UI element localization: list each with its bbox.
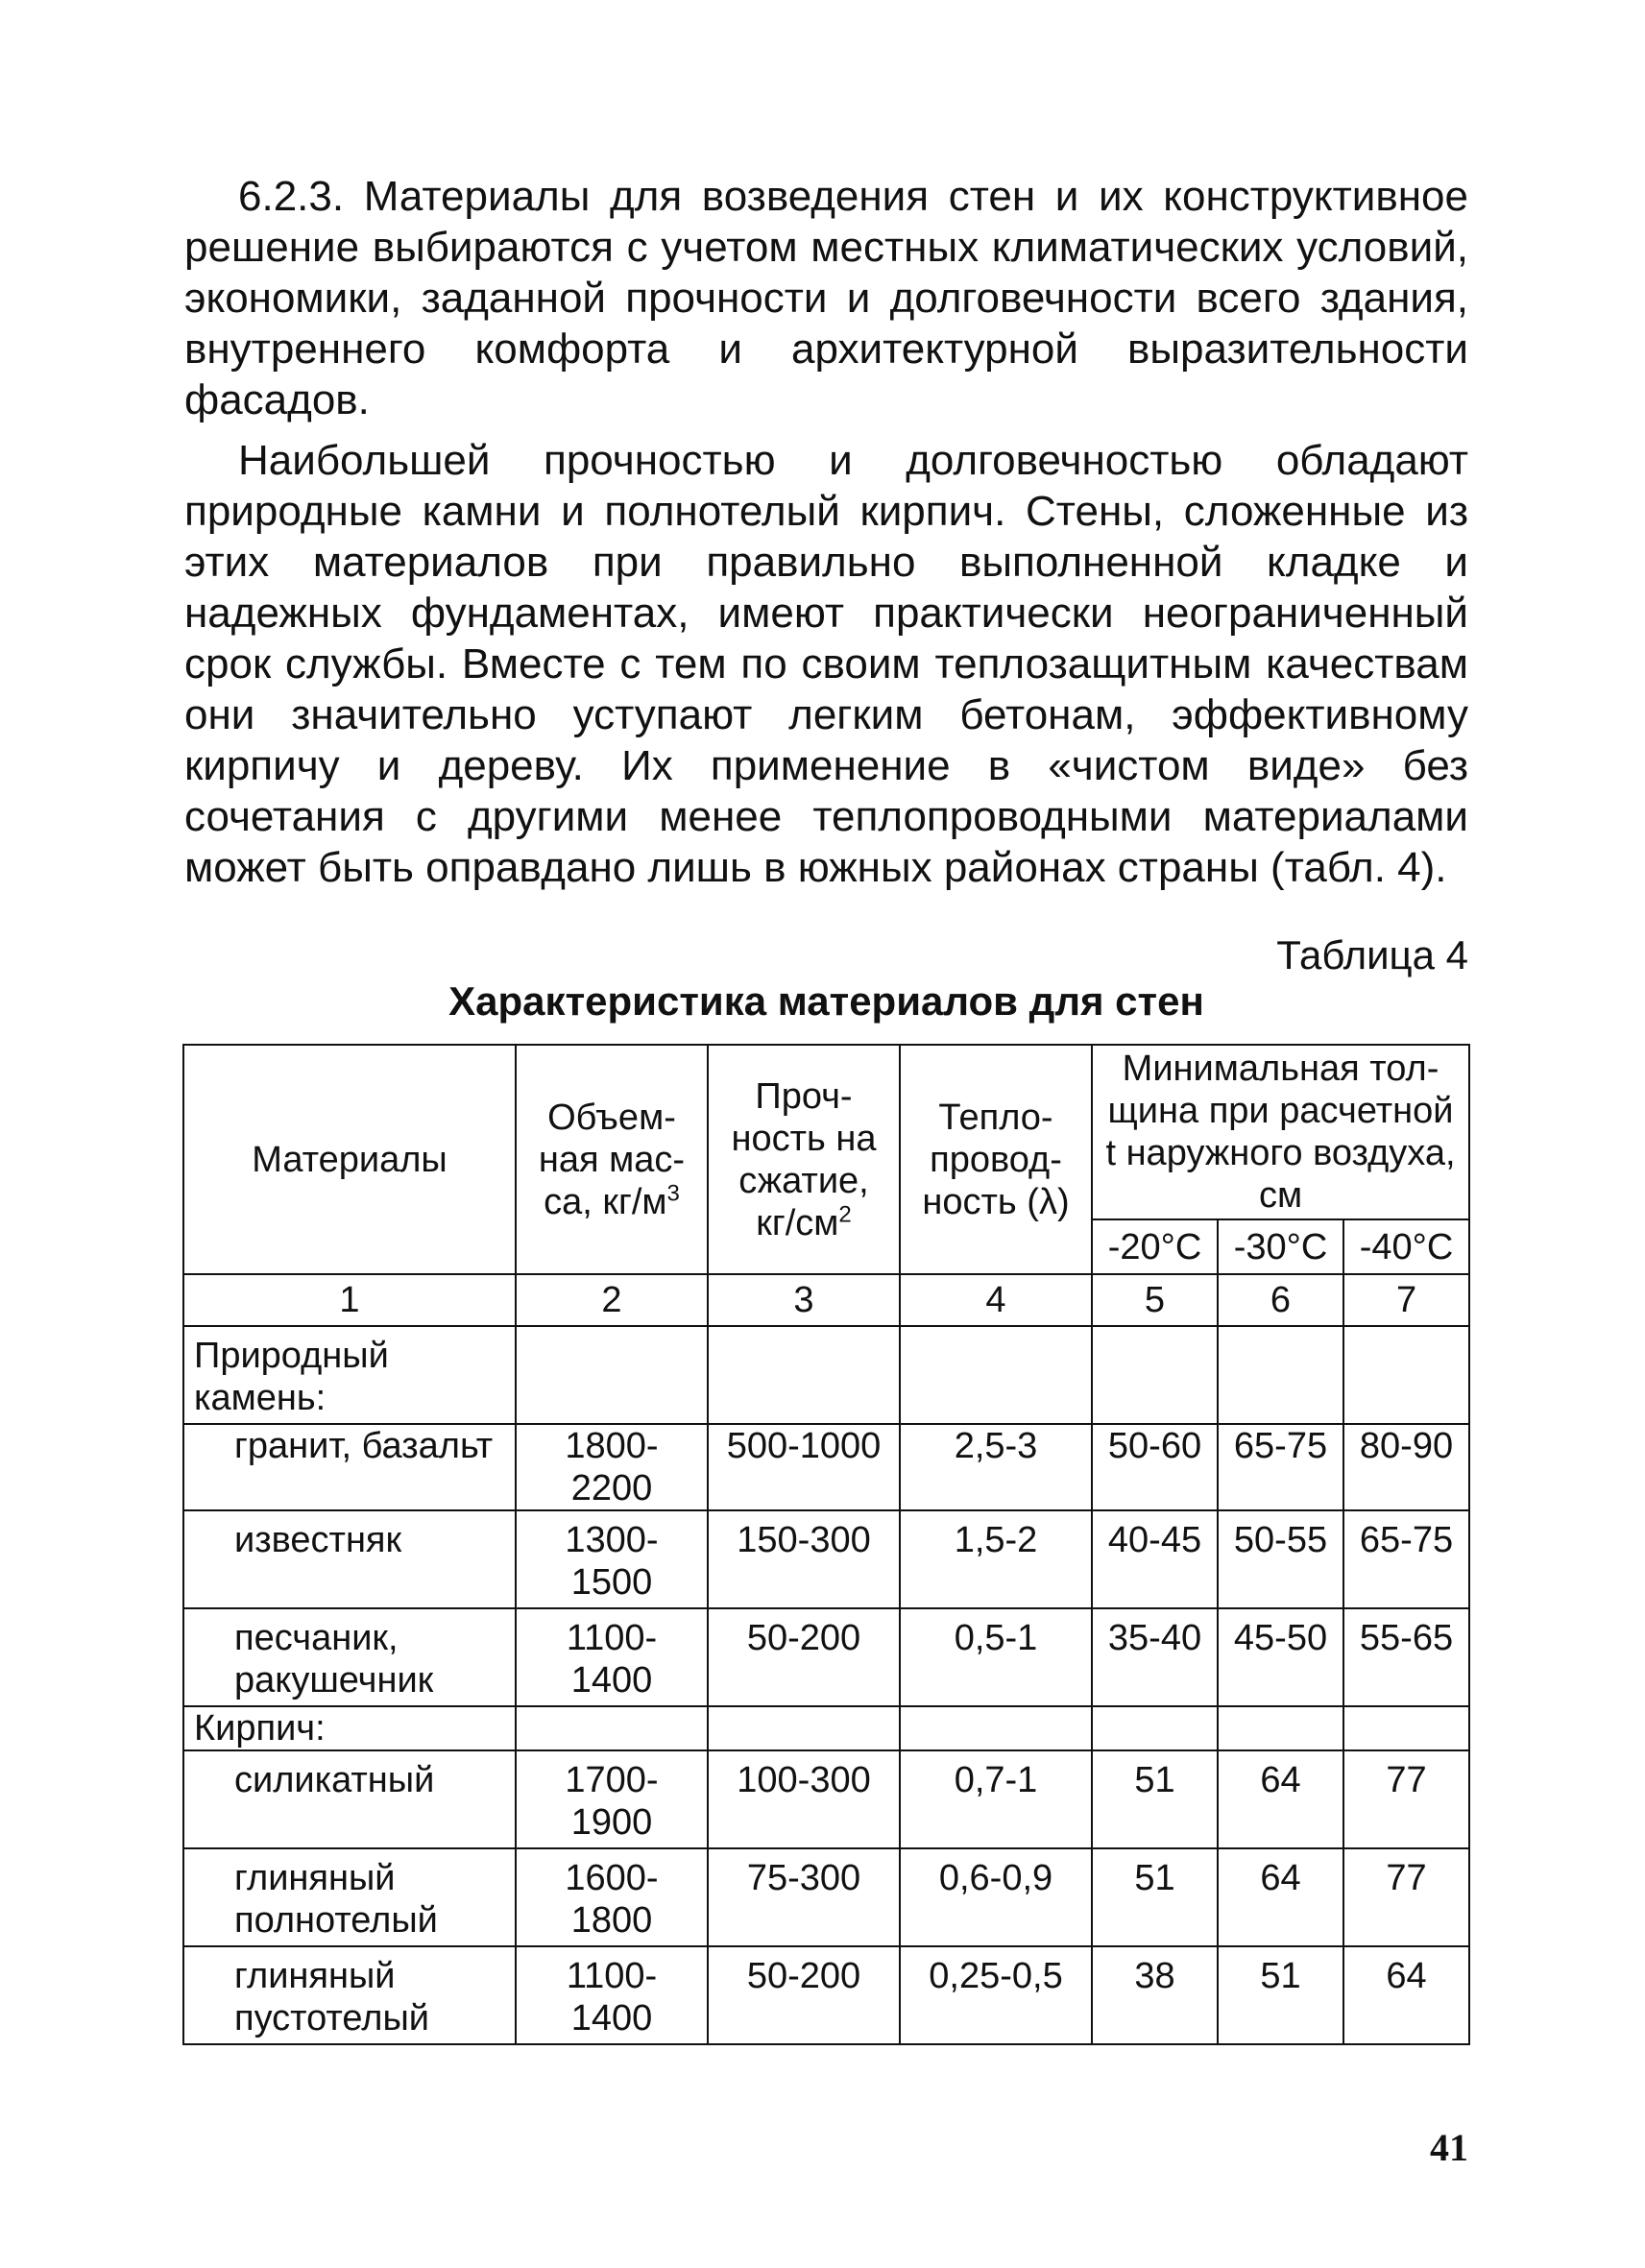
header-temp-minus20: -20°С [1092, 1219, 1218, 1274]
thickness-minus20: 35-40 [1092, 1608, 1218, 1706]
header-min-thickness: Минимальная тол- щина при расчетной t наружного воздуха, см [1092, 1045, 1469, 1219]
table-group-row [183, 1706, 1469, 1750]
header-temp-minus40: -40°С [1343, 1219, 1469, 1274]
materials-table [182, 1044, 1470, 2045]
strength-value: 75-300 [708, 1848, 900, 1946]
conductivity-value: 1,5-2 [900, 1510, 1092, 1608]
density-value: 1600-1800 [516, 1848, 708, 1946]
strength-value: 50-200 [708, 1608, 900, 1706]
group-name: Природный камень: [183, 1326, 516, 1424]
thickness-minus20: 50-60 [1092, 1424, 1218, 1510]
thickness-minus30: 64 [1218, 1750, 1343, 1848]
thickness-minus30: 65-75 [1218, 1424, 1343, 1510]
density-value: 1100-1400 [516, 1946, 708, 2044]
strength-value: 50-200 [708, 1946, 900, 2044]
thickness-minus30: 51 [1218, 1946, 1343, 2044]
thickness-minus40: 64 [1343, 1946, 1469, 2044]
table-title: Характеристика материалов для стен [448, 978, 1204, 1024]
density-value: 1700-1900 [516, 1750, 708, 1848]
thickness-minus40: 77 [1343, 1750, 1469, 1848]
strength-value: 150-300 [708, 1510, 900, 1608]
conductivity-value: 2,5-3 [900, 1424, 1092, 1510]
strength-value: 500-1000 [708, 1424, 900, 1510]
table-row [183, 1510, 1469, 1608]
material-name: песчаник, ракушечник [183, 1608, 516, 1706]
column-number: 2 [516, 1274, 708, 1326]
density-value: 1300-1500 [516, 1510, 708, 1608]
paragraph-intro: 6.2.3. Материалы для возведения стен и их конструктивное решение выбираются с учетом местных климатических условий, экономики, заданной прочности и долговечности всего здания, внутреннего комфорта и архитектурной выразительности фасадов. [184, 173, 1468, 423]
table-row [183, 1750, 1469, 1848]
paragraph-durability: Наибольшей прочностью и долговечностью обладают природные камни и полнотелый кирпич. Стены, сложенные из этих материалов при правильно выполненной кладке и надежных фундаментах, имеют практически неограниченный срок службы. Вместе с тем по своим теплозащитным качествам они значительно уступают легким бетонам, эффективному кирпичу и дереву. Их применение в «чистом виде» без сочетания с другими менее теплопроводными материалами может быть оправдано лишь в южных районах страны (табл. 4). [184, 437, 1468, 891]
table-row [183, 1848, 1469, 1946]
thickness-minus20: 38 [1092, 1946, 1218, 2044]
strength-value: 100-300 [708, 1750, 900, 1848]
material-name: силикатный [183, 1750, 516, 1848]
column-number: 5 [1092, 1274, 1218, 1326]
column-number: 7 [1343, 1274, 1469, 1326]
header-strength: Проч- ность на сжатие, $кг/см^2$ [708, 1045, 900, 1274]
header-conductivity: Тепло- провод- ность (λ) [900, 1045, 1092, 1274]
group-name: Кирпич: [183, 1706, 516, 1750]
table-row [183, 1424, 1469, 1510]
thickness-minus30: 45-50 [1218, 1608, 1343, 1706]
thickness-minus40: 77 [1343, 1848, 1469, 1946]
table-number: Таблица 4 [1276, 932, 1468, 977]
density-value: 1800-2200 [516, 1424, 708, 1510]
header-materials: Материалы [183, 1045, 516, 1274]
thickness-minus40: 55-65 [1343, 1608, 1469, 1706]
thickness-minus40: 65-75 [1343, 1510, 1469, 1608]
thickness-minus20: 40-45 [1092, 1510, 1218, 1608]
header-temp-minus30: -30°С [1218, 1219, 1343, 1274]
table-group-row [183, 1326, 1469, 1424]
material-name: гранит, базальт [183, 1424, 516, 1510]
column-number: 3 [708, 1274, 900, 1326]
conductivity-value: 0,6-0,9 [900, 1848, 1092, 1946]
column-number: 4 [900, 1274, 1092, 1326]
conductivity-value: 0,25-0,5 [900, 1946, 1092, 2044]
density-value: 1100-1400 [516, 1608, 708, 1706]
material-name: глиняный пустотелый [183, 1946, 516, 2044]
thickness-minus20: 51 [1092, 1750, 1218, 1848]
column-number: 6 [1218, 1274, 1343, 1326]
column-number: 1 [183, 1274, 516, 1326]
table-row [183, 1946, 1469, 2044]
thickness-minus40: 80-90 [1343, 1424, 1469, 1510]
table-row [183, 1608, 1469, 1706]
body-text [184, 171, 1468, 893]
material-name: глиняный полнотелый [183, 1848, 516, 1946]
conductivity-value: 0,7-1 [900, 1750, 1092, 1848]
thickness-minus30: 64 [1218, 1848, 1343, 1946]
thickness-minus30: 50-55 [1218, 1510, 1343, 1608]
conductivity-value: 0,5-1 [900, 1608, 1092, 1706]
thickness-minus20: 51 [1092, 1848, 1218, 1946]
header-density: Объем- ная мас- са, $кг/м^3$ [516, 1045, 708, 1274]
page-number: 41 [1430, 2126, 1468, 2169]
material-name: известняк [183, 1510, 516, 1608]
